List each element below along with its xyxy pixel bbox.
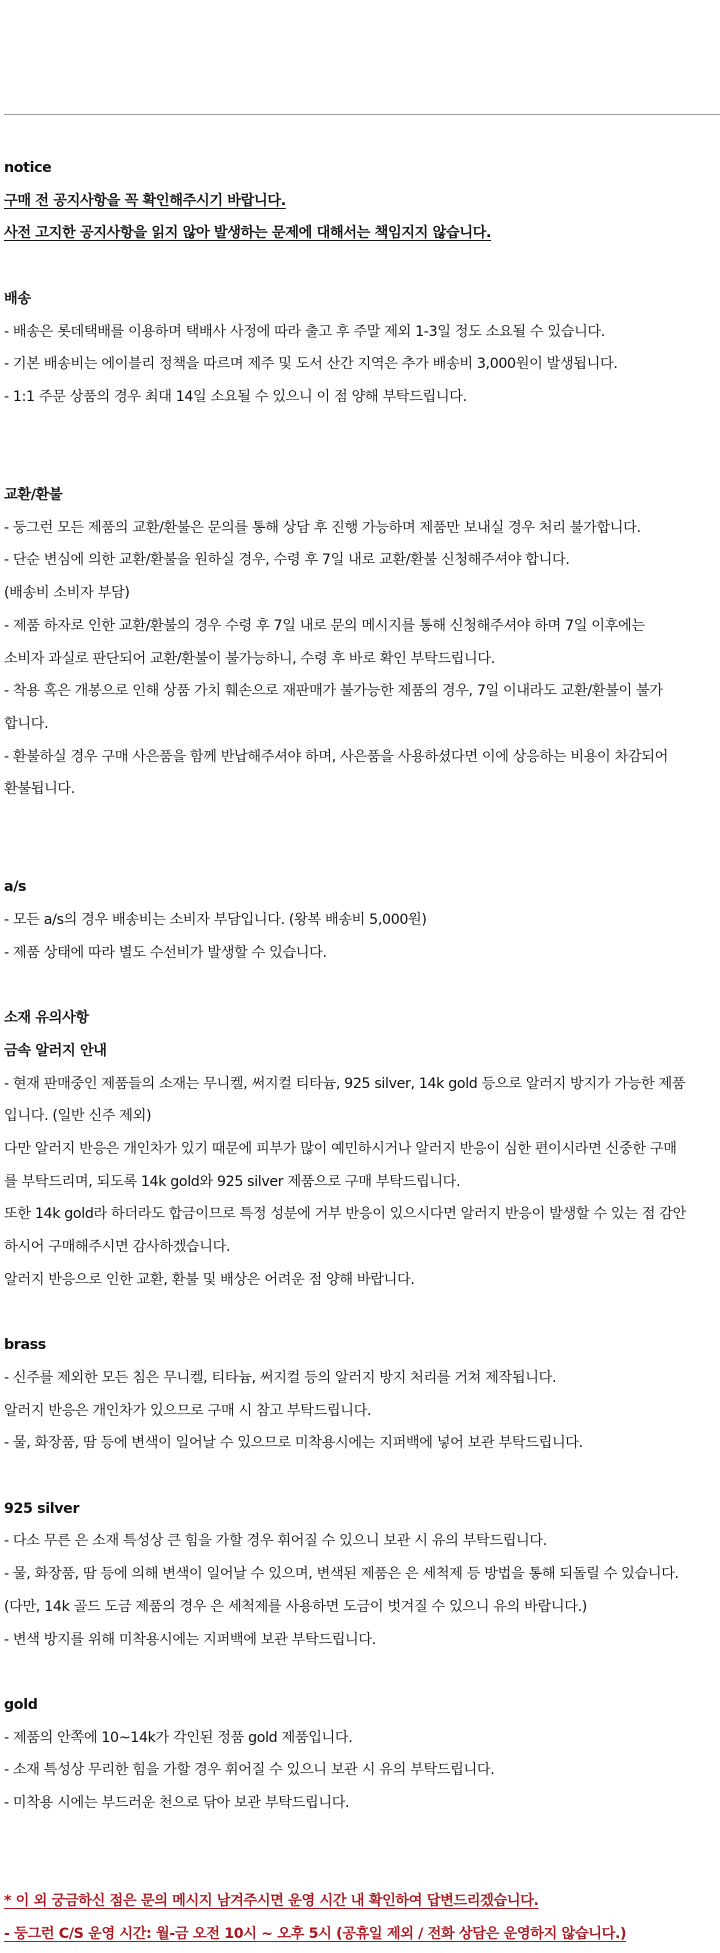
- notice-line: 하시어 구매해주시면 감사하겠습니다.: [4, 1239, 231, 1256]
- notice-line: - 둥그런 C/S 운영 시간: 월-금 오전 10시 ~ 오후 5시 (공휴일 제외 / 전화 상담은 운영하지 않습니다.): [4, 1925, 627, 1942]
- notice-line: - 제품 하자로 인한 교환/환불의 경우 수령 후 7일 내로 문의 메시지를 통해 신청해주셔야 하며 7일 이후에는: [4, 617, 645, 634]
- notice-line: - 배송은 롯데택배를 이용하며 택배사 사정에 따라 출고 후 주말 제외 1-3일 정도 소요될 수 있습니다.: [4, 323, 605, 340]
- notice-line: 알러지 반응은 개인차가 있으므로 구매 시 참고 부탁드립니다.: [4, 1402, 372, 1419]
- notice-line: 를 부탁드리며, 되도록 14k gold와 925 silver 제품으로 구매 부탁드립니다.: [4, 1173, 461, 1190]
- notice-line: - 환불하실 경우 구매 사은품을 함께 반납해주셔야 하며, 사은품을 사용하셨다면 이에 상응하는 비용이 차감되어: [4, 748, 668, 765]
- notice-line: - 모든 a/s의 경우 배송비는 소비자 부담입니다. (왕복 배송비 5,000원): [4, 912, 427, 929]
- notice-line: - 다소 무른 은 소재 특성상 큰 힘을 가할 경우 휘어질 수 있으니 보관 시 유의 부탁드립니다.: [4, 1533, 547, 1550]
- notice-line: 환불됩니다.: [4, 781, 75, 798]
- notice-line: 입니다. (일반 신주 제외): [4, 1108, 152, 1125]
- blank-line: [4, 1297, 718, 1330]
- notice-line: - 소재 특성상 무리한 힘을 가할 경우 휘어질 수 있으니 보관 시 유의 부탁드립니다.: [4, 1762, 495, 1779]
- notice-line: 또한 14k gold라 하더라도 합금이므로 특정 성분에 거부 반응이 있으시다면 알러지 반응이 발생할 수 있는 점 감안: [4, 1206, 686, 1223]
- blank-line: [4, 1656, 718, 1689]
- blank-line: [4, 839, 718, 872]
- notice-line: * 이 외 궁금하신 점은 문의 메시지 남겨주시면 운영 시간 내 확인하여 답변드리겠습니다.: [4, 1893, 539, 1910]
- notice-line: 사전 고지한 공지사항을 읽지 않아 발생하는 문제에 대해서는 책임지지 않습니다.: [4, 225, 492, 242]
- top-divider: [4, 114, 720, 115]
- notice-line: (다만, 14k 골드 도금 제품의 경우 은 세척제를 사용하면 도금이 벗겨질 수 있으니 유의 바랍니다.): [4, 1598, 587, 1615]
- notice-line: 합니다.: [4, 715, 49, 732]
- notice-line: (배송비 소비자 부담): [4, 585, 130, 602]
- notice-line: - 변색 방지를 위해 미착용시에는 지퍼백에 보관 부탁드립니다.: [4, 1631, 376, 1648]
- blank-line: [4, 250, 718, 283]
- blank-line: [4, 1460, 718, 1493]
- blank-line: [4, 970, 718, 1003]
- notice-line: - 착용 혹은 개봉으로 인해 상품 가치 훼손으로 재판매가 불가능한 제품의 경우, 7일 이내라도 교환/환불이 불가: [4, 683, 663, 700]
- section-heading: gold: [4, 1696, 38, 1713]
- blank-line: [4, 806, 718, 839]
- section-heading: 배송: [4, 290, 31, 307]
- notice-line: - 현재 판매중인 제품들의 소재는 무니켈, 써지컬 티타늄, 925 silver, 14k gold 등으로 알러지 방지가 가능한 제품: [4, 1075, 686, 1092]
- notice-line: 알러지 반응으로 인한 교환, 환불 및 배상은 어려운 점 양해 바랍니다.: [4, 1271, 415, 1288]
- notice-line: - 제품의 안쪽에 10~14k가 각인된 정품 gold 제품입니다.: [4, 1729, 353, 1746]
- section-heading: 금속 알러지 안내: [4, 1042, 107, 1059]
- blank-line: [4, 1852, 718, 1885]
- section-heading: 소재 유의사항: [4, 1010, 89, 1027]
- notice-line: - 물, 화장품, 땀 등에 변색이 일어날 수 있으므로 미착용시에는 지퍼백에 넣어 보관 부탁드립니다.: [4, 1435, 583, 1452]
- notice-line: - 제품 상태에 따라 별도 수선비가 발생할 수 있습니다.: [4, 944, 327, 961]
- notice-line: 다만 알러지 반응은 개인차가 있기 때문에 피부가 많이 예민하시거나 알러지 반응이 심한 편이시라면 신중한 구매: [4, 1141, 677, 1157]
- notice-content: [4, 152, 718, 1951]
- blank-line: [4, 414, 718, 447]
- blank-line: [4, 446, 718, 479]
- section-heading: a/s: [4, 879, 27, 896]
- notice-line: - 단순 변심에 의한 교환/환불을 원하실 경우, 수령 후 7일 내로 교환/환불 신청해주셔야 합니다.: [4, 552, 570, 569]
- section-heading: 교환/환불: [4, 486, 63, 503]
- notice-line: - 둥그런 모든 제품의 교환/환불은 문의를 통해 상담 후 진행 가능하며 제품만 보내실 경우 처리 불가합니다.: [4, 519, 641, 536]
- notice-line: - 신주를 제외한 모든 침은 무니켈, 티타늄, 써지컬 등의 알러지 방지 처리를 거쳐 제작됩니다.: [4, 1369, 557, 1386]
- notice-line: - 미착용 시에는 부드러운 천으로 닦아 보관 부탁드립니다.: [4, 1795, 350, 1812]
- notice-line: 소비자 과실로 판단되어 교환/환불이 불가능하니, 수령 후 바로 확인 부탁드립니다.: [4, 650, 495, 667]
- notice-line: 구매 전 공지사항을 꼭 확인해주시기 바랍니다.: [4, 192, 286, 209]
- notice-line: - 물, 화장품, 땀 등에 의해 변색이 일어날 수 있으며, 변색된 제품은 은 세척제 등 방법을 통해 되돌릴 수 있습니다.: [4, 1566, 679, 1583]
- notice-line: - 기본 배송비는 에이블리 정책을 따르며 제주 및 도서 산간 지역은 추가 배송비 3,000원이 발생됩니다.: [4, 356, 618, 373]
- section-heading: notice: [4, 160, 52, 176]
- notice-line: - 1:1 주문 상품의 경우 최대 14일 소요될 수 있으니 이 점 양해 부탁드립니다.: [4, 388, 467, 405]
- blank-line: [4, 1820, 718, 1853]
- section-heading: 925 silver: [4, 1500, 80, 1517]
- section-heading: brass: [4, 1337, 46, 1354]
